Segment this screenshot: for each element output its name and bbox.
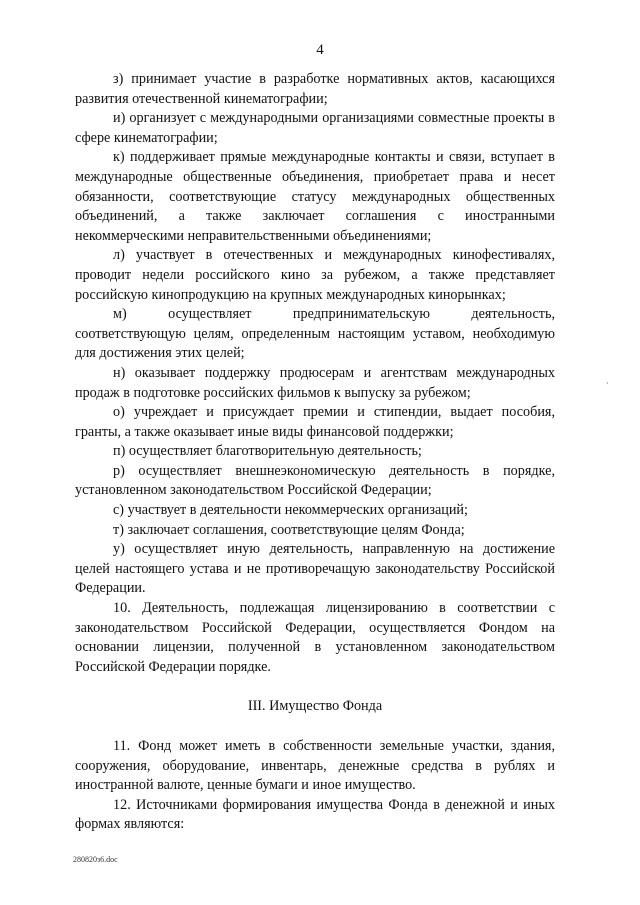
paragraph-l: л) участвует в отечественных и международных кинофестивалях, проводит недели российского кино за рубежом, а также представляет российскую кинопродукцию на крупных международных кинорынках; <box>75 247 555 303</box>
footer-file-code: 280820з6.doc <box>73 855 118 864</box>
section-heading: III. Имущество Фонда <box>247 698 383 715</box>
paragraph-i: и) организует с международными организациями совместные проекты в сфере кинематографии; <box>75 110 555 146</box>
paragraph-k: к) поддерживает прямые международные контакты и связи, вступает в международные общественные объединения, приобретает права и несет обязанности, соответствующие статусу международных общественных объединений, а также заключает соглашения с иностранными некоммерческими неправительственными объединениями; <box>75 149 555 244</box>
paragraph-r: р) осуществляет внешнеэкономическую деятельность в порядке, установленном законодательством Российской Федерации; <box>75 462 555 499</box>
document-body <box>75 70 555 835</box>
paragraph-11: 11. Фонд может иметь в собственности земельные участки, здания, сооружения, оборудование, инвентарь, денежные средства в рублях и иностранной валюте, ценные бумаги и иное имущество. <box>75 738 555 794</box>
paragraph-p: п) осуществляет благотворительную деятельность; <box>113 443 422 460</box>
stray-mark: · <box>606 379 609 388</box>
paragraph-o: о) учреждает и присуждает премии и стипендии, выдает пособия, гранты, а также оказывает иные виды финансовой поддержки; <box>75 404 555 440</box>
paragraph-z: з) принимает участие в разработке нормативных актов, касающихся развития отечественной кинематографии; <box>75 71 555 107</box>
paragraph-n: н) оказывает поддержку продюсерам и агентствам международных продаж в подготовке российских фильмов к выпуску за рубежом; <box>75 364 555 401</box>
page-number: 4 <box>316 42 324 58</box>
paragraph-s: с) участвует в деятельности некоммерческих организаций; <box>113 502 468 519</box>
paragraph-t: т) заключает соглашения, соответствующие целям Фонда; <box>113 521 465 538</box>
paragraph-u: у) осуществляет иную деятельность, направленную на достижение целей настоящего устава и не противоречащую законодательству Российской Федерации. <box>75 541 555 597</box>
paragraph-m: м) осуществляет предпринимательскую деятельность, соответствующую целям, определенным настоящим уставом, необходимую для достижения этих целей; <box>75 306 555 362</box>
paragraph-10: 10. Деятельность, подлежащая лицензированию в соответствии с законодательством Российской Федерации, осуществляется Фондом на основании лицензии, полученной в установленном законодательством Российской Федерации порядке. <box>75 600 555 675</box>
paragraph-12: 12. Источниками формирования имущества Фонда в денежной и иных формах являются: <box>75 796 555 833</box>
